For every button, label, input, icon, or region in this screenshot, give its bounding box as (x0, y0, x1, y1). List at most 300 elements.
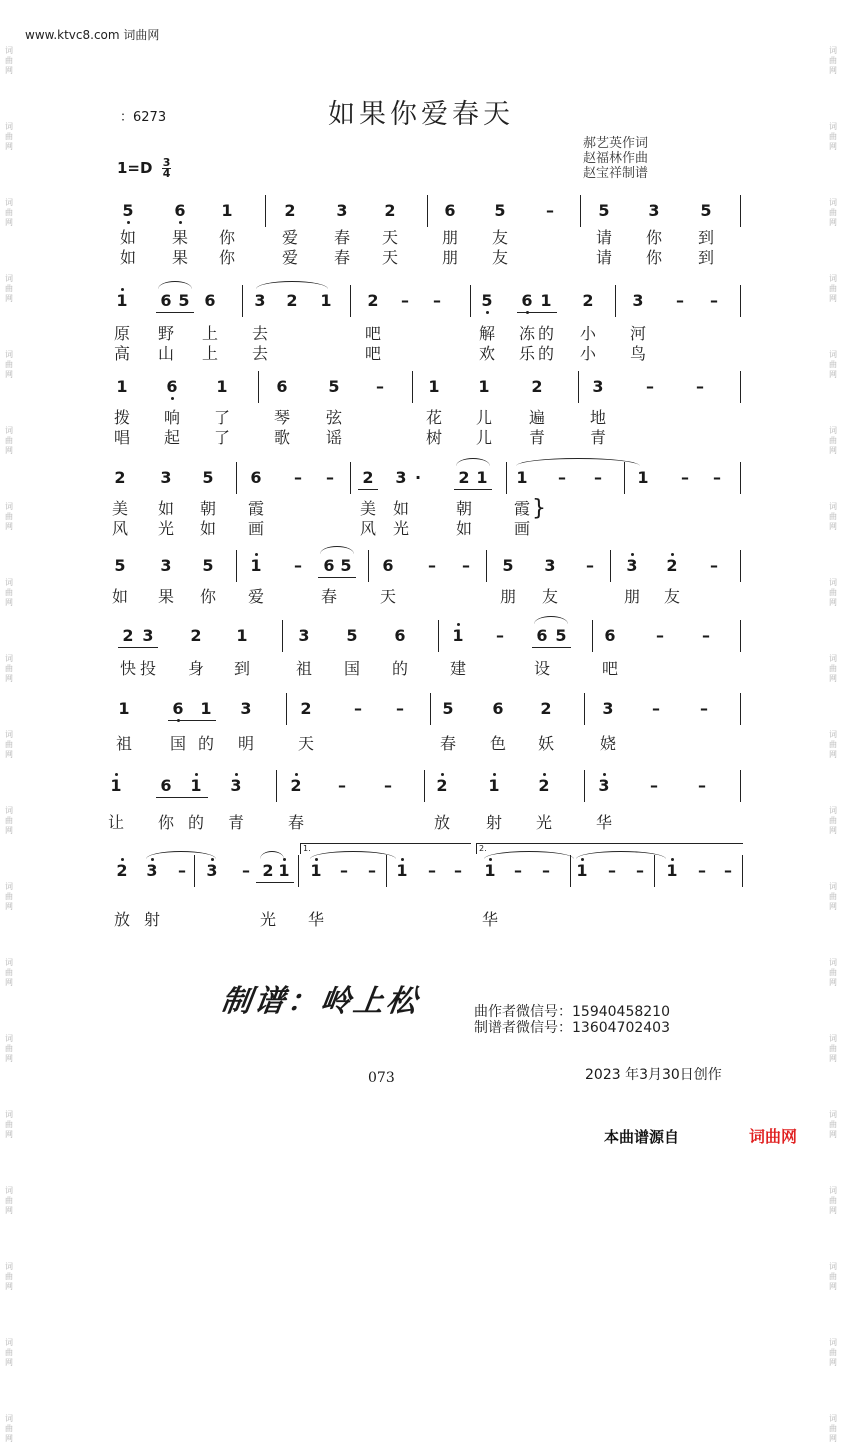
slur (516, 458, 640, 466)
watermark-char: 网 (829, 750, 837, 759)
notes-line (100, 693, 750, 723)
watermark-char: 曲 (829, 1348, 837, 1357)
note: 2 (114, 468, 126, 487)
lyric-char: 朋 (441, 248, 458, 267)
lyric-char: 设 (533, 659, 550, 678)
bar-line (740, 195, 741, 227)
lyric-char: 到 (697, 228, 714, 247)
watermark-glyphs (829, 426, 837, 456)
lyric-char: 霞 (247, 499, 264, 518)
lyric-char: 娆 (599, 734, 616, 753)
note: 6 (492, 699, 504, 718)
note: 1 (572, 861, 592, 880)
watermark-char: 曲 (5, 1196, 13, 1205)
slur (320, 546, 354, 554)
site-url: www.ktvc8.com 词曲网 (25, 28, 160, 42)
bar-line (194, 855, 195, 887)
bar-line (298, 855, 299, 887)
lyric-char: 了 (213, 408, 230, 427)
note: – (594, 468, 602, 487)
watermark-char: 网 (829, 674, 837, 683)
note: – (401, 291, 409, 310)
lyric-char: 儿 (475, 408, 492, 427)
watermark-char: 词 (829, 46, 837, 55)
note: 6 (444, 201, 456, 220)
note: – (698, 776, 706, 795)
watermark-glyphs (5, 1262, 13, 1292)
lyric-char: 花 (425, 408, 442, 427)
octave-dot-low (486, 311, 489, 314)
watermark-glyphs (5, 1338, 13, 1368)
lyric-char: 天 (381, 228, 398, 247)
octave-dot-low (179, 221, 182, 224)
lyrics-verse-1 (100, 584, 750, 604)
note: 3 (202, 861, 222, 880)
bar-line (282, 620, 283, 652)
lyric-char: 爱 (281, 228, 298, 247)
note: – (558, 468, 566, 487)
watermark-char: 曲 (5, 1120, 13, 1129)
lyrics-verse-1 (100, 321, 750, 341)
watermark-char: 词 (829, 502, 837, 511)
note: – (354, 699, 362, 718)
key-signature (117, 158, 171, 179)
left-watermark-strip (2, 0, 16, 1443)
lyric-char: 遍 (528, 408, 545, 427)
watermark-char: 曲 (829, 892, 837, 901)
watermark-char: 曲 (829, 816, 837, 825)
watermark-char: 曲 (5, 588, 13, 597)
note: – (340, 861, 348, 880)
octave-dot-high (195, 773, 198, 776)
note: 1 (118, 699, 130, 718)
watermark-char: 网 (5, 142, 13, 151)
note: 2 (534, 776, 554, 795)
note: – (696, 377, 704, 396)
lyric-char: 儿 (475, 428, 492, 447)
watermark-char: 词 (829, 274, 837, 283)
watermark-glyphs (829, 274, 837, 304)
lyric-char: 吧 (364, 324, 381, 343)
note: 2 (112, 861, 132, 880)
bar-line (350, 462, 351, 494)
watermark-char: 词 (829, 882, 837, 891)
note: – (586, 556, 594, 575)
bar-line (615, 285, 616, 317)
watermark-char: 词 (5, 350, 13, 359)
lyric-char: 的 (537, 324, 554, 343)
note: 1 (116, 377, 128, 396)
bar-line (286, 693, 287, 725)
lyric-char: 小 (579, 324, 596, 343)
watermark-char: 网 (5, 1358, 13, 1367)
note: 1 (484, 776, 504, 795)
watermark-char: 网 (829, 1434, 837, 1443)
watermark-char: 网 (829, 1054, 837, 1063)
note: – (514, 861, 522, 880)
watermark-char: 网 (5, 826, 13, 835)
watermark-char: 词 (829, 426, 837, 435)
watermark-char: 网 (5, 1054, 13, 1063)
note: 1 (448, 626, 468, 645)
watermark-char: 网 (5, 370, 13, 379)
lyric-char: 风 (111, 519, 128, 538)
notes-line (100, 462, 750, 492)
lyric-char: 华 (481, 910, 498, 929)
watermark-char: 词 (829, 654, 837, 663)
lyric-char: 的 (537, 344, 554, 363)
lyric-char: 美 (359, 499, 376, 518)
credits (583, 136, 648, 181)
bar-line (740, 620, 741, 652)
note: 2 (367, 291, 379, 310)
note: 2 (531, 377, 543, 396)
lyric-char: 你 (645, 228, 662, 247)
lyric-char: 如 (119, 228, 136, 247)
beam-underline (532, 647, 571, 648)
volta-bracket: 2. (476, 843, 743, 854)
watermark-char: 词 (829, 1338, 837, 1347)
watermark-char: 曲 (829, 1196, 837, 1205)
note: 1 (236, 626, 248, 645)
slur (534, 616, 568, 624)
watermark-glyphs (5, 1034, 13, 1064)
note: – (294, 556, 302, 575)
notes-line (100, 550, 750, 580)
watermark-glyphs (5, 806, 13, 836)
arranger: 赵宝祥制谱 (583, 166, 649, 181)
lyric-char: 野 (157, 324, 174, 343)
bar-line (424, 770, 425, 802)
watermark-glyphs (829, 958, 837, 988)
note: 1 (216, 377, 228, 396)
watermark-glyphs (5, 730, 13, 760)
bar-line (740, 462, 741, 494)
lyric-char: 投 (139, 659, 156, 678)
note: 3 (602, 699, 614, 718)
lyric-char: 明 (237, 734, 254, 753)
watermark-glyphs (829, 198, 837, 228)
octave-dot-high (631, 553, 634, 556)
note: 2 (300, 699, 312, 718)
watermark-char: 词 (5, 198, 13, 207)
watermark-glyphs (829, 1338, 837, 1368)
notes-line (100, 371, 750, 401)
watermark-char: 词 (829, 806, 837, 815)
watermark-char: 词 (829, 1034, 837, 1043)
notes-line (100, 620, 750, 650)
watermark-char: 曲 (5, 892, 13, 901)
octave-dot-high (457, 623, 460, 626)
arranger-wechat: 制谱者微信号：13604702403 (474, 1020, 670, 1036)
lyric-char: 你 (157, 813, 174, 832)
note: 6 (604, 626, 616, 645)
lyric-char: 画 (513, 519, 530, 538)
watermark-char: 词 (5, 426, 13, 435)
lyric-char: 去 (251, 324, 268, 343)
lyric-char: 爱 (281, 248, 298, 267)
lyric-char: 国 (169, 734, 186, 753)
watermark-char: 词 (5, 1338, 13, 1347)
song-number: ：6273 (120, 110, 167, 125)
watermark-glyphs (829, 350, 837, 380)
lyric-char: 友 (541, 587, 558, 606)
watermark-char: 曲 (829, 208, 837, 217)
watermark-char: 网 (5, 1434, 13, 1443)
watermark-char: 词 (829, 198, 837, 207)
note: – (294, 468, 302, 487)
note: 6 (276, 377, 288, 396)
bar-line (430, 693, 431, 725)
beam-underline (517, 312, 557, 313)
lyric-char: 华 (307, 910, 324, 929)
watermark-char: 网 (5, 750, 13, 759)
watermark-glyphs (5, 426, 13, 456)
lyric-char: 原 (113, 324, 130, 343)
bar-line (412, 371, 413, 403)
bar-line (427, 195, 428, 227)
lyric-char: 天 (381, 248, 398, 267)
watermark-char: 词 (5, 1262, 13, 1271)
lyric-char: 朋 (441, 228, 458, 247)
lyric-char: 如 (199, 519, 216, 538)
watermark-char: 曲 (5, 1272, 13, 1281)
time-top: 3 (162, 156, 171, 169)
lyric-char: 青 (589, 428, 606, 447)
watermark-char: 曲 (829, 132, 837, 141)
lyric-char: 到 (697, 248, 714, 267)
slur (256, 281, 328, 289)
watermark-glyphs (829, 882, 837, 912)
lyrics-verse-1 (100, 656, 750, 676)
octave-dot-high (671, 553, 674, 556)
watermark-char: 词 (5, 1034, 13, 1043)
note: 5 (442, 699, 454, 718)
note: 2 (190, 626, 202, 645)
watermark-char: 网 (829, 1130, 837, 1139)
watermark-glyphs (5, 578, 13, 608)
lyric-char: 你 (218, 248, 235, 267)
note: 3 (594, 776, 614, 795)
lyric-char: 友 (663, 587, 680, 606)
note: 1 (476, 468, 488, 487)
bar-line (470, 285, 471, 317)
watermark-char: 网 (5, 902, 13, 911)
watermark-char: 曲 (829, 968, 837, 977)
note: 3 (142, 861, 162, 880)
note: – (646, 377, 654, 396)
notes-line (100, 285, 750, 315)
watermark-char: 词 (829, 958, 837, 967)
watermark-char: 网 (829, 902, 837, 911)
bar-line (740, 770, 741, 802)
lyric-char: 建 (449, 659, 466, 678)
lyric-char: 快 (119, 659, 136, 678)
slur (456, 458, 490, 466)
watermark-char: 词 (829, 350, 837, 359)
lyrics-verse-1 (100, 496, 750, 516)
note: – (242, 861, 250, 880)
arranger-signature: 制谱：岭上松 (219, 984, 422, 1019)
note: 3 (395, 468, 407, 487)
beam-underline (156, 797, 208, 798)
note: 5 (328, 377, 340, 396)
watermark-glyphs (5, 654, 13, 684)
lyric-char: 吧 (601, 659, 618, 678)
watermark-char: 词 (5, 958, 13, 967)
note: 3 (336, 201, 348, 220)
note: 5 (178, 291, 190, 310)
watermark-char: 曲 (5, 436, 13, 445)
bar-line (740, 371, 741, 403)
note: 1 (221, 201, 233, 220)
note: 5 (346, 626, 358, 645)
watermark-glyphs (829, 730, 837, 760)
lyric-char: 友 (491, 248, 508, 267)
note: 5 (340, 556, 352, 575)
note: 6 (162, 377, 182, 396)
lyric-char: 青 (528, 428, 545, 447)
beam-underline (256, 882, 294, 883)
lyric-char: 如 (157, 499, 174, 518)
watermark-glyphs (5, 350, 13, 380)
note: 2 (540, 699, 552, 718)
beam-underline (118, 647, 158, 648)
lyric-char: 的 (187, 813, 204, 832)
note: 5 (700, 201, 712, 220)
beam-underline (454, 489, 492, 490)
watermark-char: 词 (5, 730, 13, 739)
source-site-link[interactable]: 词曲网 (749, 1127, 798, 1146)
note: 2 (582, 291, 594, 310)
note: 5 (598, 201, 610, 220)
note: – (462, 556, 470, 575)
note: – (384, 776, 392, 795)
watermark-char: 网 (829, 598, 837, 607)
note: 2 (286, 291, 298, 310)
lyric-char: 起 (163, 428, 180, 447)
octave-dot-high (603, 773, 606, 776)
note: – (652, 699, 660, 718)
lyric-char: 美 (111, 499, 128, 518)
note: 1 (306, 861, 326, 880)
watermark-char: 词 (5, 806, 13, 815)
note: 6 (204, 291, 216, 310)
watermark-char: 曲 (829, 436, 837, 445)
note: 3 (648, 201, 660, 220)
note: – (636, 861, 644, 880)
lyrics-verse-1 (100, 731, 750, 751)
lyric-char: 春 (439, 734, 456, 753)
lyric-char: 春 (320, 587, 337, 606)
bar-line (584, 770, 585, 802)
note: 1 (392, 861, 412, 880)
lyric-char: 光 (535, 813, 552, 832)
watermark-char: 曲 (5, 1424, 13, 1433)
note: 2 (384, 201, 396, 220)
note: 1 (478, 377, 490, 396)
watermark-glyphs (829, 1034, 837, 1064)
note: 3 (298, 626, 310, 645)
lyric-char: 冻 (518, 324, 535, 343)
note: 6 (394, 626, 406, 645)
lyric-char: 唱 (113, 428, 130, 447)
note: – (656, 626, 664, 645)
note: – (710, 291, 718, 310)
note: 5 (202, 468, 214, 487)
watermark-glyphs (5, 274, 13, 304)
watermark-char: 词 (5, 1414, 13, 1423)
octave-dot-low (127, 221, 130, 224)
note: – (338, 776, 346, 795)
watermark-char: 词 (829, 1414, 837, 1423)
note: 2 (362, 468, 374, 487)
lyric-char: 请 (595, 228, 612, 247)
lyrics-verse-1 (100, 405, 750, 425)
note: – (698, 861, 706, 880)
contact-info (474, 1004, 670, 1036)
lyric-char: 吧 (364, 344, 381, 363)
lyric-char: 树 (425, 428, 442, 447)
bar-line (654, 855, 655, 887)
note: 2 (262, 861, 274, 880)
watermark-char: 网 (829, 446, 837, 455)
note: 1 (428, 377, 440, 396)
right-watermark-strip (826, 0, 840, 1443)
composer-wechat: 曲作者微信号：15940458210 (474, 1004, 670, 1020)
octave-dot-high (235, 773, 238, 776)
lyrics-verse-1 (100, 225, 750, 245)
note: 6 (323, 556, 335, 575)
octave-dot-high (115, 773, 118, 776)
note: – (428, 861, 436, 880)
watermark-char: 曲 (5, 664, 13, 673)
lyric-char: 祖 (295, 659, 312, 678)
lyric-char: 天 (379, 587, 396, 606)
note: 6 (160, 291, 172, 310)
bar-line (740, 285, 741, 317)
note: – (454, 861, 462, 880)
lyric-char: 去 (251, 344, 268, 363)
note: 5 (494, 201, 506, 220)
watermark-char: 词 (5, 46, 13, 55)
lyric-char: 春 (287, 813, 304, 832)
lyric-char: 的 (391, 659, 408, 678)
bar-line (584, 693, 585, 725)
watermark-char: 曲 (5, 284, 13, 293)
beam-underline (168, 720, 216, 721)
note: 2 (662, 556, 682, 575)
watermark-char: 词 (829, 1262, 837, 1271)
note: 3 (160, 468, 172, 487)
note: 1 (540, 291, 552, 310)
watermark-char: 网 (829, 1358, 837, 1367)
note: – (376, 377, 384, 396)
watermark-char: 曲 (5, 360, 13, 369)
note: 2 (284, 201, 296, 220)
note: – (496, 626, 504, 645)
lyrics-verse-2 (100, 425, 750, 445)
watermark-char: 网 (829, 1282, 837, 1291)
octave-dot-high (255, 553, 258, 556)
lyric-char: 朝 (455, 499, 472, 518)
octave-dot-high (441, 773, 444, 776)
note: – (702, 626, 710, 645)
bar-line (258, 371, 259, 403)
lyric-char: 了 (213, 428, 230, 447)
lyric-char: 弦 (325, 408, 342, 427)
watermark-char: 曲 (5, 132, 13, 141)
